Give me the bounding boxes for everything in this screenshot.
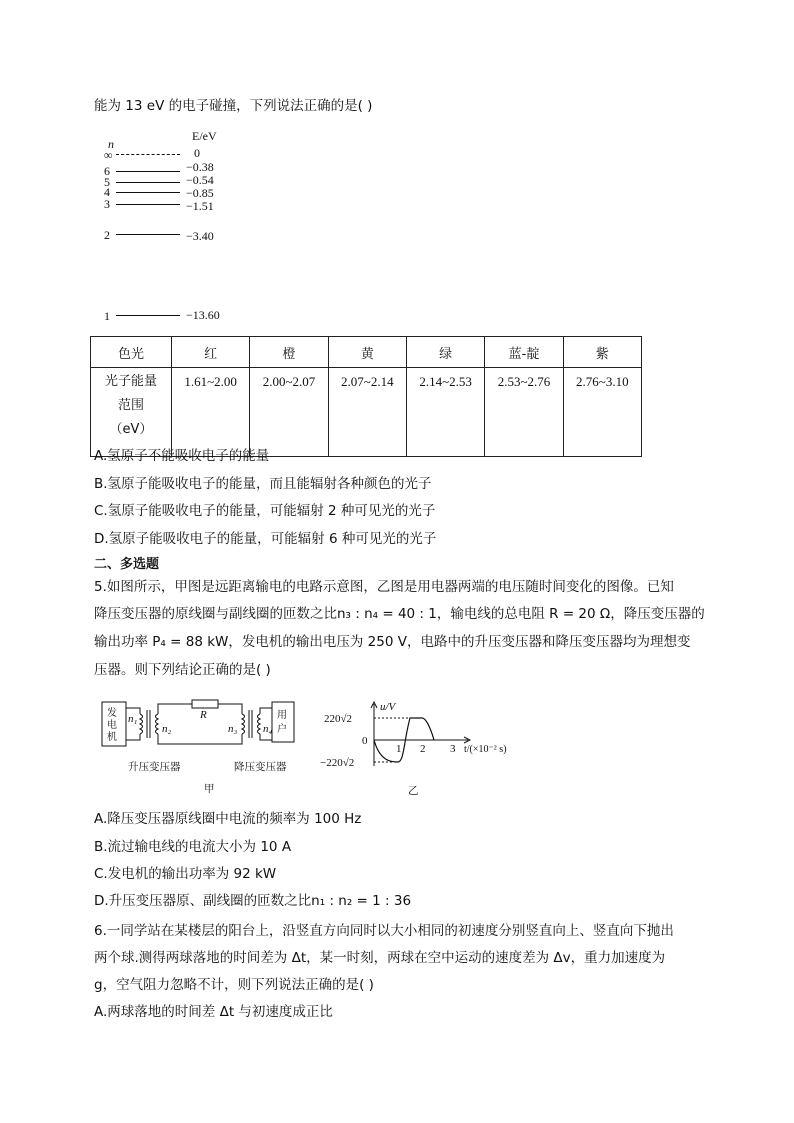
table-cell: 2.53~2.76 — [485, 368, 563, 457]
q6-option-a: A.两球落地的时间差 Δt 与初速度成正比 — [94, 1004, 333, 1020]
q5-stem-line: 输出功率 P₄ = 88 kW，发电机的输出电压为 250 V，电路中的升压变压器和降压变压器均为理想变 — [94, 634, 691, 650]
question-4-stem-tail: 能为 13 eV 的电子碰撞，下列说法正确的是( ) — [94, 98, 373, 114]
level-energy: −13.60 — [186, 308, 220, 322]
q4-option-b: B.氢原子能吸收电子的能量，而且能辐射各种颜色的光子 — [94, 476, 432, 492]
energy-level-diagram — [100, 128, 260, 328]
level-line-5 — [116, 182, 180, 183]
level-line-6 — [116, 171, 180, 172]
n3-label: n₃ — [228, 723, 238, 735]
origin-label: 0 — [362, 735, 368, 747]
user-box — [272, 702, 294, 742]
level-line-inf — [116, 154, 180, 155]
level-n: 5 — [104, 175, 110, 189]
generator-char: 电 — [107, 720, 117, 731]
level-energy: −0.38 — [186, 160, 214, 174]
t-tick-label: 1 — [396, 743, 402, 755]
user-char: 户 — [277, 724, 287, 735]
figure-caption-yi: 乙 — [408, 785, 419, 797]
table-header-cell: 红 — [172, 337, 250, 368]
r-label: R — [200, 709, 207, 721]
level-line-2 — [116, 234, 180, 235]
level-line-1 — [116, 315, 180, 316]
level-n: 2 — [104, 228, 110, 242]
t-tick-label: 2 — [420, 743, 426, 755]
coil-n2 — [156, 714, 159, 734]
level-n: 1 — [104, 309, 110, 323]
row-label-cell — [91, 368, 172, 457]
level-energy: −0.85 — [186, 186, 214, 200]
table-header-cell: 紫 — [563, 337, 641, 368]
generator-char: 发 — [107, 708, 117, 719]
level-line-4 — [116, 192, 180, 193]
n-axis-label: n — [108, 137, 114, 151]
level-energy: −3.40 — [186, 229, 214, 243]
q4-option-a: A.氢原子不能吸收电子的能量 — [94, 448, 270, 464]
photon-energy-table — [90, 336, 642, 457]
u-axis-label: u/V — [380, 701, 396, 713]
row-label-line: 范围 — [117, 398, 144, 413]
figure-caption-jia: 甲 — [204, 783, 215, 795]
n2-label: n₂ — [162, 723, 172, 735]
q5-option-c: C.发电机的输出功率为 92 kW — [94, 866, 277, 882]
table-header-row — [91, 337, 642, 368]
step-up-label: 升压变压器 — [128, 761, 181, 773]
table-header-cell: 橙 — [250, 337, 328, 368]
q5-option-a: A.降压变压器原线圈中电流的频率为 100 Hz — [94, 811, 362, 827]
level-energy: −1.51 — [186, 199, 214, 213]
min-voltage-label: −220√2 — [320, 757, 355, 769]
level-energy: 0 — [194, 146, 200, 160]
row-label-line: 光子能量 — [104, 374, 157, 389]
table-row — [91, 368, 642, 457]
level-n: 6 — [104, 164, 110, 178]
voltage-waveform-figure — [318, 700, 528, 800]
table-header-cell: 蓝-靛 — [485, 337, 563, 368]
q6-stem-line: 两个球.测得两球落地的时间差为 Δt，某一时刻，两球在空中运动的速度差为 Δv，重力加速度为 — [94, 950, 666, 966]
q4-option-d: D.氢原子能吸收电子的能量，可能辐射 6 种可见光的光子 — [94, 531, 437, 547]
generator-char: 机 — [107, 732, 117, 743]
row-label-line: （eV） — [109, 422, 153, 437]
q4-option-c: C.氢原子能吸收电子的能量，可能辐射 2 种可见光的光子 — [94, 503, 436, 519]
q6-stem-line: 6.一同学站在某楼层的阳台上，沿竖直方向同时以大小相同的初速度分别竖直向上、竖直向下抛出 — [94, 923, 674, 939]
table-cell: 2.14~2.53 — [406, 368, 484, 457]
table-cell: 2.07~2.14 — [328, 368, 406, 457]
coil-n4 — [258, 714, 261, 734]
transmission-circuit-figure — [100, 692, 300, 800]
level-line-3 — [116, 204, 180, 205]
table-header-cell: 色光 — [91, 337, 172, 368]
step-down-label: 降压变压器 — [234, 761, 287, 773]
table-cell: 2.00~2.07 — [250, 368, 328, 457]
table-cell: 2.76~3.10 — [563, 368, 641, 457]
q5-stem-line: 降压变压器的原线圈与副线圈的匝数之比n₃ : n₄ = 40 : 1，输电线的总电阻 R = 20 Ω，降压变压器的 — [94, 606, 705, 622]
level-energy: −0.54 — [186, 173, 214, 187]
n4-label: n₄ — [263, 723, 273, 735]
user-char: 用 — [277, 710, 287, 721]
table-header-cell: 黄 — [328, 337, 406, 368]
q5-stem-line: 压器。则下列结论正确的是( ) — [94, 662, 271, 678]
q6-stem-line: g，空气阻力忽略不计，则下列说法正确的是( ) — [94, 977, 374, 993]
table-cell: 1.61~2.00 — [172, 368, 250, 457]
section-title: 二、多选题 — [94, 557, 160, 572]
table-header-cell: 绿 — [406, 337, 484, 368]
coil-n3 — [242, 714, 245, 734]
n1-label: n₁ — [128, 713, 138, 725]
energy-axis-label: E/eV — [192, 129, 217, 143]
t-axis-label: t/(×10⁻² s) — [464, 744, 507, 755]
level-n: ∞ — [104, 148, 113, 162]
level-n: 4 — [104, 185, 110, 199]
line-resistor — [192, 700, 218, 708]
max-voltage-label: 220√2 — [324, 713, 353, 725]
coil-n1 — [140, 714, 143, 734]
t-tick-label: 3 — [450, 743, 456, 755]
q5-stem-line: 5.如图所示，甲图是远距离输电的电路示意图，乙图是用电器两端的电压随时间变化的图像。已知 — [94, 579, 674, 595]
q5-option-b: B.流过输电线的电流大小为 10 A — [94, 839, 292, 855]
q5-option-d: D.升压变压器原、副线圈的匝数之比n₁ : n₂ = 1 : 36 — [94, 893, 412, 909]
level-n: 3 — [104, 197, 110, 211]
